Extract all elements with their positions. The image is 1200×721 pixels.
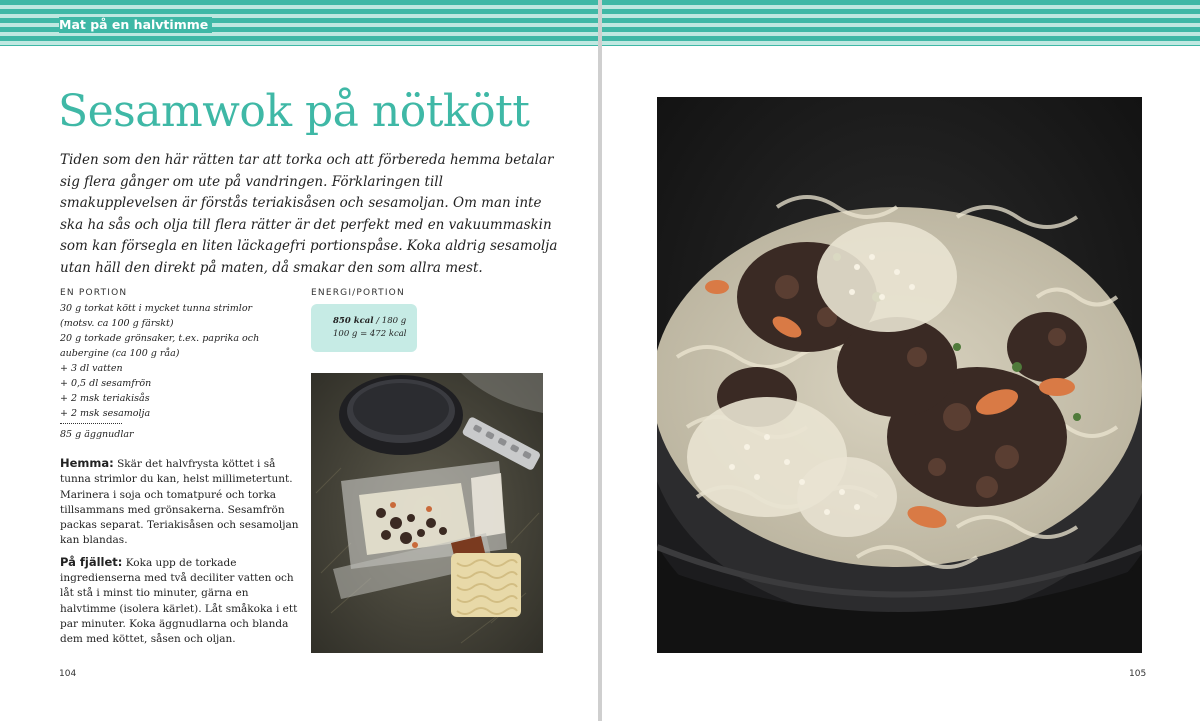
ingredient-item: 30 g torkat kött i mycket tunna strimlor bbox=[60, 303, 253, 314]
method-hemma-text: Skär det halvfrysta köttet i så tunna strimlor du kan, helst millimetertunt. Marinera i soja och tomatpuré och torka tillsammans med grönsakerna. Sesamfrön packas separat. Teriakisåsen och sesamoljan kan blandas. bbox=[60, 458, 299, 547]
ingredient-item: (motsv. ca 100 g färskt) bbox=[60, 318, 174, 329]
method-fjallet-text: Koka upp de torkade ingredienserna med två deciliter vatten och låt stå i minst tio minuter, gärna en halvtimme (isolera kärlet). Låt småkoka i ett par minuter. Koka äggnudlarna och blanda dem med köttet, såsen och oljan. bbox=[60, 556, 298, 646]
recipe-intro: Tiden som den här rätten tar att torka och att förbereda hemma betalar sig flera gånger om ute på vandringen. Förklaringen till smakupplevelsen är förstås teriakisåsen och sesamoljan. Om man inte ska ha sås och olja till flera rätter är det perfekt med en vakuummaskin som kan försegla en liten läckagefri portionspåse. Koka aldrig sesamolja utan häll den direkt på maten, då smakar den som allra mest. bbox=[60, 152, 558, 276]
energy-label: ENERGI/PORTION bbox=[311, 288, 405, 298]
right-page bbox=[602, 0, 1200, 721]
energy-weight: / 180 g bbox=[373, 316, 407, 326]
ingredients-section bbox=[60, 288, 300, 442]
energy-section bbox=[311, 288, 511, 352]
ingredients-photo bbox=[311, 373, 543, 653]
page-number-left: 104 bbox=[59, 669, 77, 679]
ingredient-item: + 3 dl vatten bbox=[60, 363, 123, 374]
ingredient-item: 85 g äggnudlar bbox=[60, 429, 134, 440]
header-stripes bbox=[602, 0, 1200, 46]
ingredient-item: + 2 msk sesamolja bbox=[60, 408, 151, 419]
page-number-right: 105 bbox=[1129, 669, 1147, 679]
recipe-title: Sesamwok på nötkött bbox=[58, 86, 530, 137]
ingredients-photo-illustration bbox=[311, 373, 543, 653]
ingredient-item: 20 g torkade grönsaker, t.ex. paprika och bbox=[60, 333, 260, 344]
method-hemma-lead: Hemma: bbox=[60, 456, 114, 470]
ingredient-divider bbox=[60, 423, 122, 424]
energy-line bbox=[333, 315, 417, 328]
ingredient-list bbox=[60, 301, 300, 421]
energy-kcal: 850 kcal bbox=[333, 316, 374, 326]
left-page bbox=[0, 0, 598, 721]
energy-per-100: 100 g = 472 kcal bbox=[333, 329, 407, 339]
ingredient-item: aubergine (ca 100 g råa) bbox=[60, 348, 180, 359]
running-head: Mat på en halvtimme bbox=[59, 17, 212, 33]
method-hemma bbox=[60, 456, 300, 549]
method-section bbox=[60, 456, 300, 654]
method-fjallet-lead: På fjället: bbox=[60, 554, 123, 569]
ingredient-item: + 2 msk teriakisås bbox=[60, 393, 150, 404]
ingredient-item: + 0,5 dl sesamfrön bbox=[60, 378, 152, 389]
dish-photo-illustration bbox=[657, 97, 1142, 653]
portion-label: EN PORTION bbox=[60, 288, 128, 298]
dish-photo bbox=[657, 97, 1142, 653]
method-fjallet bbox=[60, 555, 300, 648]
energy-box bbox=[311, 304, 417, 352]
